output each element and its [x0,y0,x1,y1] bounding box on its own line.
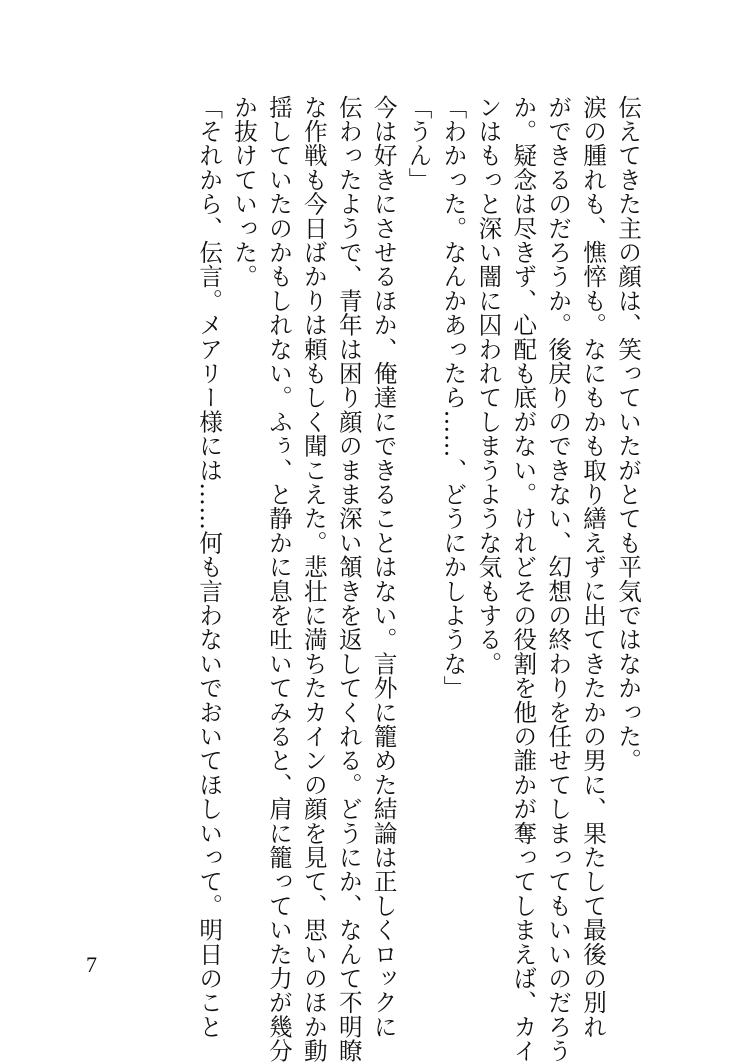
dialogue-line: 「それから、伝言。メアリー様には……何も言わないでおいてほしいって。明日のこと [195,95,224,1039]
text-line: か。疑念は尽きず、心配も底がない。けれどその役割を他の誰かが奪ってしまえば、カイ [509,95,538,1063]
text-line: 伝わったようで、青年は困り顔のまま深い頷きを返してくれる。どうにか、なんて不明瞭 [334,95,363,1063]
text-line: ンはもっと深い闇に囚われてしまうような気もする。 [474,95,503,676]
dialogue-line: 「うん」 [404,95,433,192]
vertical-text-body [85,95,645,1063]
text-line: 涙の腫れも、憔悴も。なにもかも取り繕えずに出てきたかの男に、果たして最後の別れ [579,95,608,1039]
text-line: か抜けていった。 [230,95,259,289]
text-line: 今は好きにさせるほか、俺達にできることはない。言外に籠めた結論は正しくロックに [369,95,398,1039]
text-line: ができるのだろうか。後戻りのできない、幻想の終わりを任せてしまってもいいのだろう [544,95,573,1063]
text-line: な作戦も今日ばかりは頼もしく聞こえた。悲壮に満ちたカインの顔を見て、思いのほか動 [299,95,328,1063]
text-line: 伝えてきた主の顔は、笑っていたがとても平気ではなかった。 [614,95,642,773]
page-number: 7 [86,952,97,977]
text-line: 揺していたのかもしれない。ふぅ、と静かに息を吐いてみると、肩に籠っていた力が幾分 [264,95,293,1063]
dialogue-line: 「わかった。なんかあったら……、どうにかしような」 [439,95,468,700]
